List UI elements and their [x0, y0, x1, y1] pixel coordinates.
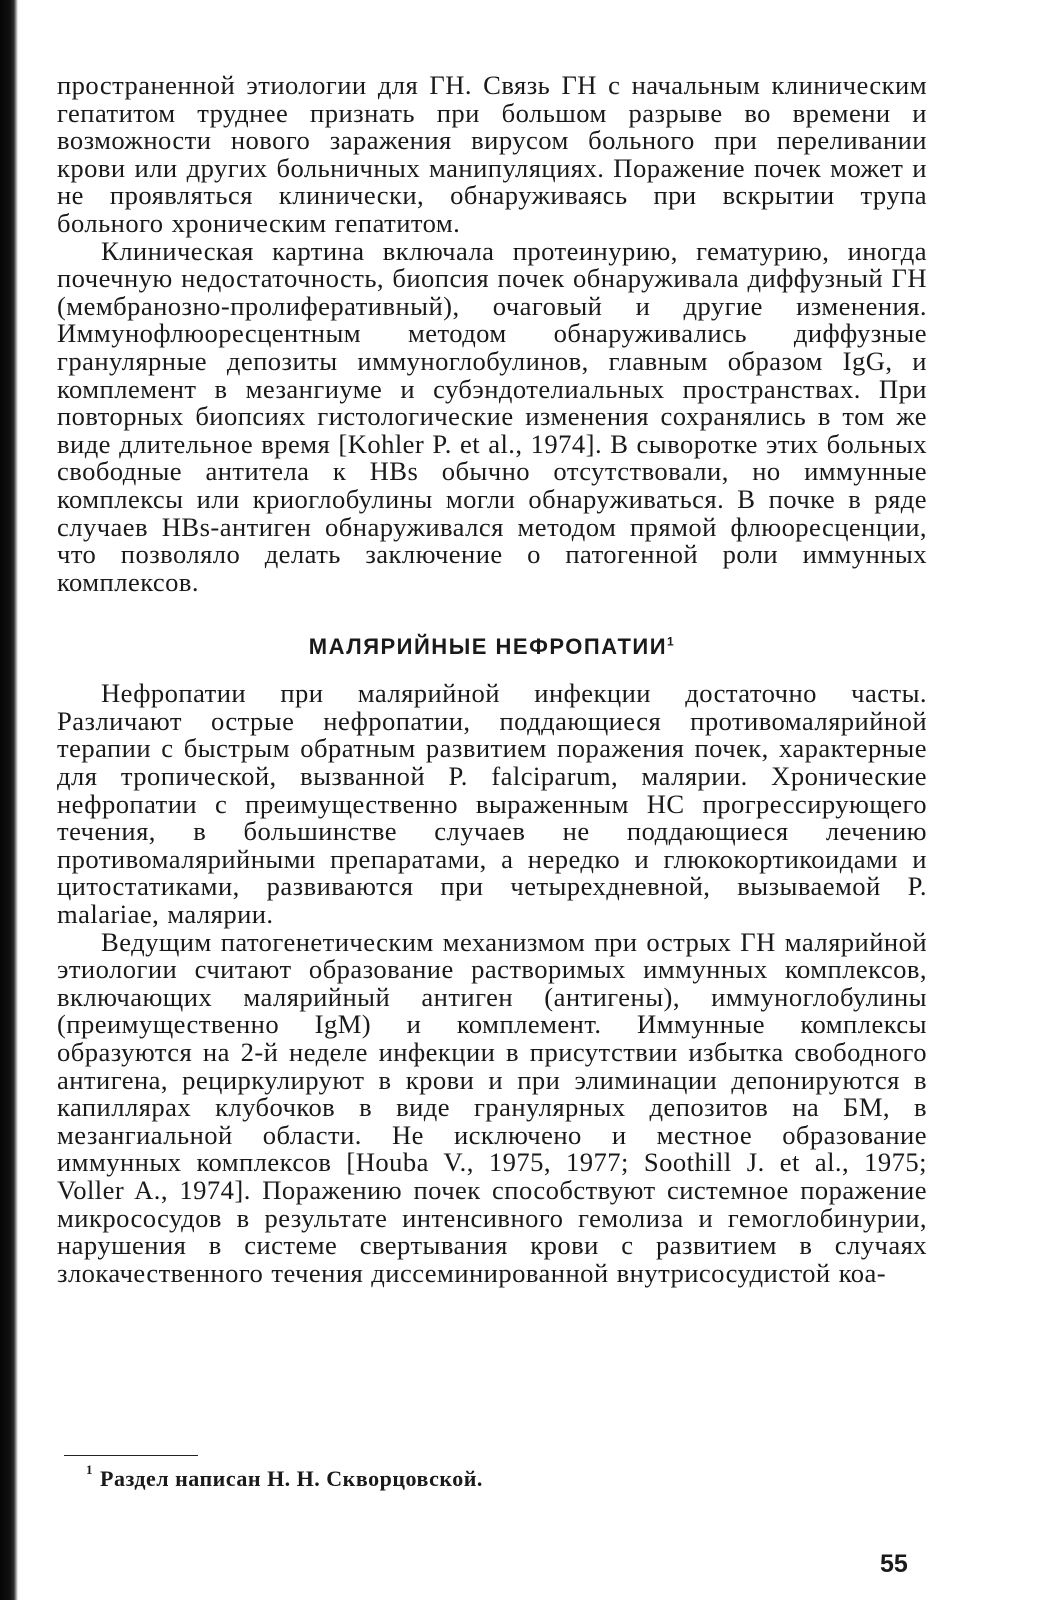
- section-heading-text: МАЛЯРИЙНЫЕ НЕФРОПАТИИ: [308, 634, 668, 660]
- paragraph-pathogenesis: Ведущим патогенетическим механизмом при острых ГН малярийной этиологии считают образование растворимых иммунных комплексов, включающих малярийный антиген (антигены), иммуноглобулины (преимущественно IgM) и комплемент. Иммунные комплексы образуются на 2-й неделе инфекции в присутствии избытка свободного антигена, рециркулируют в крови и при элиминации депонируются в капиллярах клубочков в виде гранулярных депозитов на БМ, в мезангиальной области. Не исключено и местное образование иммунных комплексов [Houba V., 1975, 1977; Soothill J. et al., 1975; Voller A., 1974]. Поражению почек способствуют системное поражение микрососудов в результате интенсивного гемолиза и гемоглобинурии, нарушения в системе свертывания крови с развитием в случаях злокачественного течения диссеминированной внутрисосудистой коа-: [57, 926, 927, 1288]
- page-binding-edge: [0, 0, 18, 1600]
- footnote: [86, 1462, 483, 1492]
- paragraph-malaria-intro: Нефропатии при малярийной инфекции достаточно часты. Различают острые нефропатии, поддающиеся противомалярийной терапии с быстрым обратным развитием поражения почек, характерные для тропической, вызванной P. falciparum, малярии. Хронические нефропатии с преимущественно выраженным НС прогрессирующего течения, в большинстве случаев не поддающиеся лечению противомалярийными препаратами, а нередко и глюкокортикоидами и цитостатиками, развиваются при четырехдневной, вызываемой P. malariae, малярии.: [57, 678, 927, 930]
- paragraph-clinical-picture: Клиническая картина включала протеинурию, гематурию, иногда почечную недостаточность, биопсия почек обнаруживала диффузный ГН (мембранозно-пролиферативный), очаговый и другие изменения. Иммунофлюоресцентным методом обнаруживались диффузные гранулярные депозиты иммуноглобулинов, главным образом IgG, и комплемент в мезангиуме и субэндотелиальных пространствах. При повторных биопсиях гистологические изменения сохранялись в том же виде длительное время [Kohler P. et al., 1974]. В сыворотке этих больных свободные антитела к HBs обычно отсутствовали, но иммунные комплексы или криоглобулины могли обнаруживаться. В почке в ряде случаев HBs-антиген обнаруживался методом прямой флюоресценции, что позволяло делать заключение о патогенной роли иммунных комплексов.: [57, 235, 927, 597]
- section-heading: [57, 634, 927, 660]
- footnote-mark: 1: [86, 1462, 93, 1477]
- paragraph-continued: пространенной этиологии для ГН. Связь ГН с начальным клиническим гепатитом труднее признать при большом разрыве во времени и возможности нового заражения вирусом больного при переливании крови или других больничных манипуляциях. Поражение почек может и не проявляться клинически, обнаруживаясь при вскрытии трупа больного хроническим гепатитом.: [57, 70, 927, 238]
- page-body: [57, 72, 927, 1287]
- footnote-rule: [64, 1455, 198, 1456]
- page-number: 55: [880, 1550, 908, 1578]
- section-heading-footnote-mark: 1: [667, 634, 676, 649]
- footnote-text: Раздел написан Н. Н. Скворцовской.: [100, 1466, 483, 1491]
